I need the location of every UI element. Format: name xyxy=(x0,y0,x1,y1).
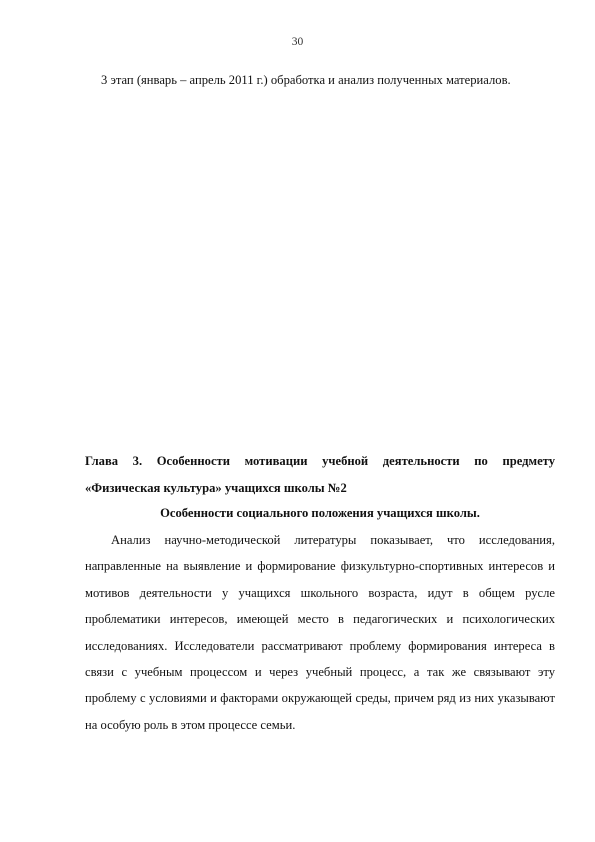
page-number: 30 xyxy=(291,36,304,48)
intro-paragraph: 3 этап (январь – апрель 2011 г.) обработка и анализ полученных материалов. xyxy=(101,73,511,87)
chapter-heading-line-1: Глава 3. Особенности мотивации учебной деятельности по предмету xyxy=(85,454,555,468)
body-paragraph: Анализ научно-методической литературы показывает, что исследования, направленные на выявление и формирование физкультурно-спортивных интересов и мотивов деятельности у учащихся школьного возраста, идут в общем русле проблематики интересов, имеющей место в педагогических и психологических исследованиях. Исследователи рассматривают проблему формирования интереса в связи с учебным процессом и через учебный процесс, а так же связывают эту проблему с условиями и факторами окружающей среды, причем ряд из них указывают на особую роль в этом процессе семьи. xyxy=(85,533,555,732)
chapter-heading xyxy=(85,448,555,502)
chapter-heading-line-2: «Физическая культура» учащихся школы №2 xyxy=(85,481,347,495)
section-title: Особенности социального положения учащихся школы. xyxy=(160,506,480,520)
